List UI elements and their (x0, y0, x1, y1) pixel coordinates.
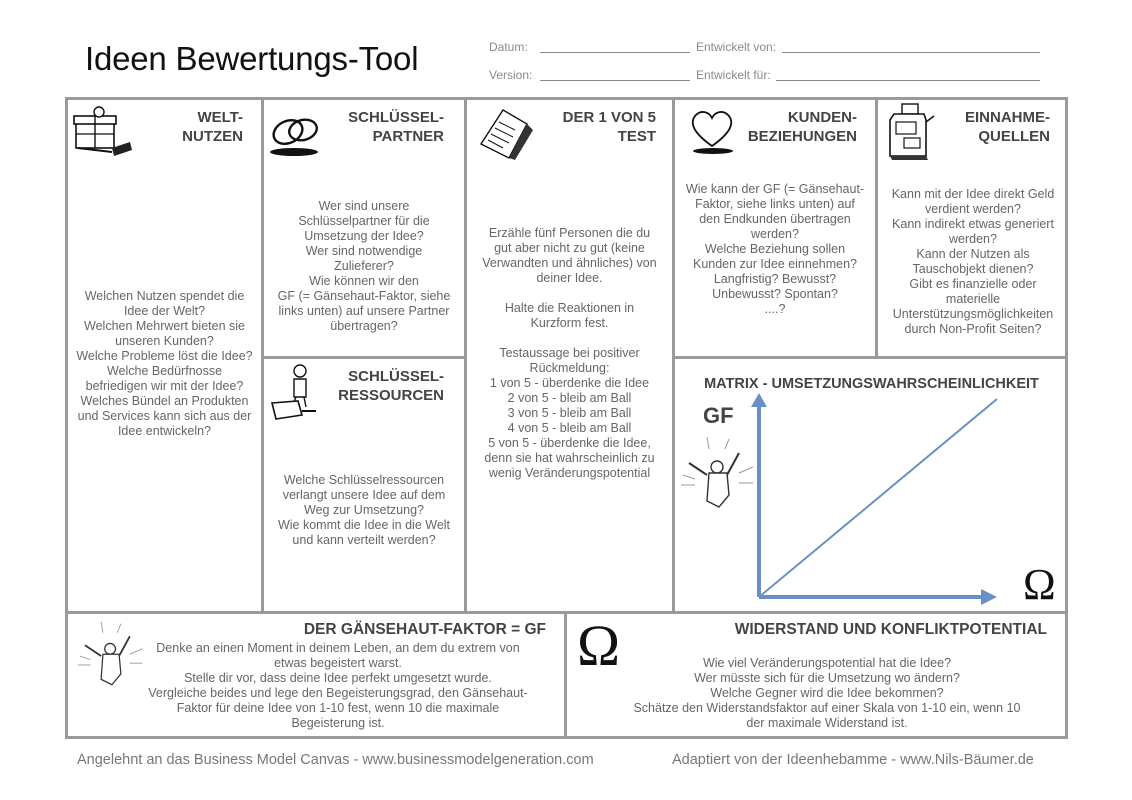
version-label: Version: (489, 68, 533, 82)
body-schluesselpartner: Wer sind unsere Schlüsselpartner für die Umsetzung der Idee? Wer sind notwendige Zulieferer? Wie können wir den GF (= Gänsehaut-Faktor, siehe links unten) auf unsere Partner übertragen? (277, 199, 451, 333)
entwickelt-fuer-label: Entwickelt für: (696, 68, 771, 82)
heading-test: DER 1 VON 5 TEST (562, 109, 656, 145)
entwickelt-von-field[interactable] (782, 52, 1040, 53)
matrix-y-arrow (751, 393, 767, 407)
body-weltnutzen: Welchen Nutzen spendet die Idee der Welt? Welchen Mehrwert bieten sie unseren Kunden? Welche Probleme löst die Idee? Welche Bedürfnosse befriedigen wir mit der Idee? Welches Bündel an Produkten und Services kann sich aus der Idee entwickeln? (76, 289, 253, 438)
body-gaensehaut: Denke an einen Moment in deinem Leben, an dem du extrem von etwas begeistert warst. Stelle dir vor, dass deine Idee perfekt umgesetzt wurde. Vergleiche beides und lege den Begeisterungsgrad, den Gänsehaut- Faktor für deine Idee von 1-10 fest, wenn 10 die maximale Begeisterung ist. (148, 641, 528, 730)
page-title: Ideen Bewertungs-Tool (85, 40, 419, 77)
rings-icon (268, 112, 328, 158)
footer-left: Angelehnt an das Business Model Canvas - www.businessmodelgeneration.com (77, 752, 594, 768)
heading-widerstand: WIDERSTAND UND KONFLIKTPOTENTIAL (734, 621, 1047, 638)
heading-matrix: MATRIX - UMSETZUNGSWAHRSCHEINLICHKEIT (704, 376, 1039, 392)
omega-icon: Ω (577, 613, 621, 678)
datum-field[interactable] (540, 52, 690, 53)
footer-right: Adaptiert von der Ideenhebamme - www.Nils-Bäumer.de (672, 752, 1034, 768)
body-schluesselressourcen: Welche Schlüsselressourcen verlangt unsere Idee auf dem Weg zur Umsetzung? Wie kommt die Idee in die Welt und kann verteilt werden? (277, 473, 451, 547)
cash-register-icon (886, 102, 938, 162)
section-kundenbeziehungen[interactable] (675, 100, 875, 356)
section-test[interactable] (467, 100, 672, 611)
worker-icon (268, 363, 320, 423)
section-weltnutzen[interactable] (68, 100, 261, 611)
body-einnahmequellen: Kann mit der Idee direkt Geld verdient werden? Kann indirekt etwas generiert werden? Kann der Nutzen als Tauschobjekt dienen? Gibt es finanzielle oder materielle Unterstützungsmöglichkeiten durch Non-Profit Seiten? (891, 187, 1055, 336)
matrix-chart (675, 359, 1068, 611)
section-einnahmequellen[interactable] (878, 100, 1068, 356)
matrix-x-arrow (981, 589, 997, 605)
heading-gaensehaut: DER GÄNSEHAUT-FAKTOR = GF (303, 621, 546, 638)
heading-kundenbeziehungen: KUNDEN- BEZIEHUNGEN (747, 109, 857, 145)
datum-label: Datum: (489, 40, 528, 54)
entwickelt-von-label: Entwickelt von: (696, 40, 777, 54)
matrix-diagonal (759, 399, 997, 597)
section-schluesselpartner[interactable] (264, 100, 464, 356)
body-widerstand: Wie viel Veränderungspotential hat die Idee? Wer müsste sich für die Umsetzung wo ändern? Welche Gegner wird die Idee bekommen? Schätze den Widerstandsfaktor auf einer Skala von 1-10 ein, wenn 10 der maximale Widerstand ist. (633, 656, 1021, 730)
section-widerstand[interactable] (567, 614, 1065, 736)
body-kundenbeziehungen: Wie kann der GF (= Gänsehaut- Faktor, siehe links unten) auf den Endkunden übertragen werden? Welche Beziehung sollen Kunden zur Idee einnehmen? Langfristig? Bewusst? Unbewusst? Spontan? ....? (685, 182, 865, 316)
body-test: Erzähle fünf Personen die du gut aber nicht zu gut (keine Verwandten und ähnliches) von deiner Idee. Halte die Reaktionen in Kurzform fest. Testaussage bei positiver Rückmeldung: 1 von 5 - überdenke die Idee 2 von 5 - bleib am Ball 3 von 5 - bleib am Ball 4 von 5 - bleib am Ball 5 von 5 - überdenke die Idee, denn sie hat wahrscheinlich zu wenig Veränderungspotential (482, 226, 657, 480)
matrix-y-label: GF (703, 403, 734, 428)
heading-weltnutzen: WELT- NUTZEN (182, 109, 243, 145)
heading-einnahmequellen: EINNAHME- QUELLEN (965, 109, 1050, 145)
section-gaensehaut[interactable] (68, 614, 564, 736)
document-icon (475, 106, 537, 160)
gift-icon (72, 106, 134, 158)
version-field[interactable] (540, 80, 690, 81)
heart-icon (687, 106, 737, 156)
heading-schluesselpartner: SCHLÜSSEL- PARTNER (348, 109, 444, 145)
section-matrix[interactable] (675, 359, 1068, 611)
heading-schluesselressourcen: SCHLÜSSEL- RESSOURCEN (338, 368, 444, 404)
section-schluesselressourcen[interactable] (264, 359, 464, 611)
matrix-x-label: Ω (1023, 560, 1056, 609)
entwickelt-fuer-field[interactable] (776, 80, 1040, 81)
